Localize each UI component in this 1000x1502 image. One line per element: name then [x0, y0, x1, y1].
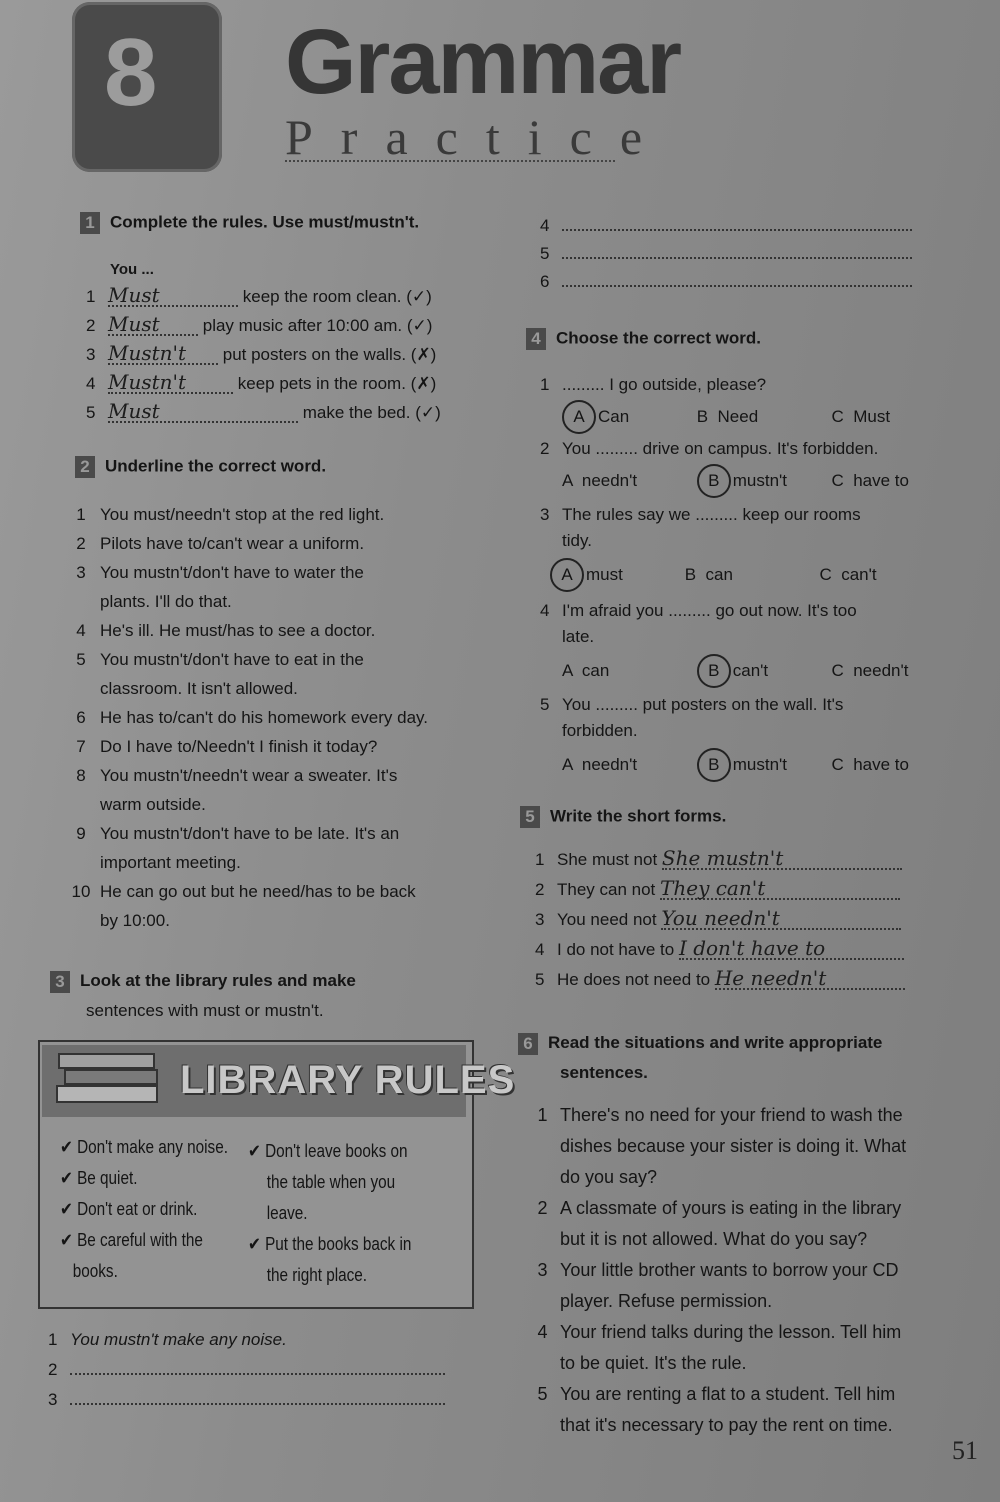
- list-item: do you say?: [560, 1167, 658, 1187]
- list-item: to be quiet. It's the rule.: [560, 1353, 747, 1373]
- exercise-2-list: [62, 500, 428, 935]
- ex5-item: 2 They can not They can't: [535, 878, 900, 900]
- list-item: but it is not allowed. What do you say?: [560, 1229, 868, 1249]
- library-rules-right: ✔ Don't leave books on the table when you leave. ✔ Put the books back in the right place.: [248, 1141, 412, 1285]
- list-item: plants. I'll do that.: [100, 592, 232, 611]
- list-item: 6 He has to/can't do his homework every day.: [76, 708, 428, 727]
- ex1-item: 5 Must make the bed. (✓): [86, 399, 441, 423]
- list-item: 10 He can go out but he need/has to be back: [71, 882, 416, 901]
- list-item: that it's necessary to pay the rent on time.: [560, 1415, 893, 1435]
- answer-field[interactable]: [70, 1403, 445, 1405]
- circled-answer[interactable]: B: [697, 464, 731, 498]
- circled-answer[interactable]: B: [697, 654, 731, 688]
- exercise-1-heading: 1 Complete the rules. Use must/mustn't.: [80, 212, 419, 234]
- list-item: classroom. It isn't allowed.: [100, 679, 298, 698]
- page-title: Grammar: [285, 11, 681, 113]
- ex5-item: 4 I do not have to I don't have to: [535, 938, 904, 960]
- ex3-answer: 2: [48, 1360, 445, 1380]
- handwritten-answer[interactable]: She mustn't: [662, 848, 902, 870]
- exercise-6-list: [525, 1100, 906, 1441]
- circled-answer[interactable]: B: [697, 748, 731, 782]
- list-item: 1 You must/needn't stop at the red light.: [76, 505, 385, 524]
- list-item: 5 You are renting a flat to a student. Tell him: [537, 1384, 896, 1404]
- ex3-answer: 6: [540, 272, 912, 292]
- list-item: important meeting.: [100, 853, 241, 872]
- ex3-answer: 5: [540, 244, 912, 264]
- page-subtitle: Practice: [285, 109, 671, 165]
- exercise-number: 1: [80, 212, 100, 234]
- ex5-item: 1 She must not She mustn't: [535, 848, 902, 870]
- handwritten-answer[interactable]: I don't have to: [679, 938, 904, 960]
- exercise-5-heading: 5 Write the short forms.: [520, 806, 726, 828]
- handwritten-answer[interactable]: Mustn't: [108, 343, 218, 365]
- library-rules-title: LIBRARY RULES: [180, 1058, 516, 1102]
- answer-field[interactable]: [70, 1373, 445, 1375]
- ex4-question: 5 You ......... put posters on the wall. It's forbidden. A needn't B mustn't C have to: [540, 692, 961, 782]
- exercise-1-intro: You ...: [110, 261, 154, 278]
- ex3-answer: 4: [540, 216, 912, 236]
- answer-field[interactable]: [562, 285, 912, 287]
- handwritten-answer[interactable]: You needn't: [661, 908, 901, 930]
- library-rules-left: ✔ Don't make any noise. ✔ Be quiet. ✔ Don't eat or drink. ✔ Be careful with the books.: [60, 1137, 228, 1281]
- ex4-question: 1 ......... I go outside, please? A Can B Need C Must: [540, 372, 961, 434]
- exercise-6-heading: 6 Read the situations and write appropriate sentences.: [518, 1028, 882, 1088]
- exercise-number: 5: [520, 806, 540, 828]
- circled-answer[interactable]: A: [562, 400, 596, 434]
- title-divider: [285, 160, 615, 162]
- ex1-item: 3 Mustn't put posters on the walls. (✗): [86, 341, 437, 365]
- ex4-question: 2 You ......... drive on campus. It's forbidden. A needn't B mustn't C have to: [540, 436, 961, 498]
- list-item: by 10:00.: [100, 911, 170, 930]
- handwritten-answer[interactable]: He needn't: [715, 968, 905, 990]
- ex3-answer: 1 You mustn't make any noise.: [48, 1330, 287, 1349]
- ex1-item: 2 Must play music after 10:00 am. (✓): [86, 312, 433, 336]
- exercise-number: 2: [75, 456, 95, 478]
- list-item: 3 Your little brother wants to borrow your CD: [537, 1260, 899, 1280]
- exercise-4-heading: 4 Choose the correct word.: [526, 328, 761, 350]
- list-item: 4 He's ill. He must/has to see a doctor.: [76, 621, 376, 640]
- exercise-3-heading: 3 Look at the library rules and make sentences with must or mustn't.: [50, 966, 356, 1026]
- list-item: warm outside.: [100, 795, 206, 814]
- list-item: dishes because your sister is doing it. What: [560, 1136, 907, 1156]
- exercise-number: 4: [526, 328, 546, 350]
- handwritten-answer[interactable]: Must: [108, 314, 198, 336]
- exercise-2-heading: 2 Underline the correct word.: [75, 456, 326, 478]
- ex4-question: 3 The rules say we ......... keep our rooms tidy. A must B can C can't: [540, 502, 949, 592]
- exercise-number: 6: [518, 1033, 538, 1055]
- ex4-question: 4 I'm afraid you ......... go out now. It's too late. A can B can't C needn't: [540, 598, 961, 688]
- handwritten-answer[interactable]: They can't: [660, 878, 900, 900]
- answer-field[interactable]: [562, 257, 912, 259]
- circled-answer[interactable]: A: [550, 558, 584, 592]
- list-item: 2 A classmate of yours is eating in the library: [537, 1198, 902, 1218]
- list-item: 4 Your friend talks during the lesson. Tell him: [537, 1322, 902, 1342]
- list-item: 2 Pilots have to/can't wear a uniform.: [76, 534, 365, 553]
- handwritten-answer[interactable]: Must: [108, 401, 298, 423]
- handwritten-answer[interactable]: Mustn't: [108, 372, 233, 394]
- books-icon: [55, 1050, 165, 1108]
- ex5-item: 3 You need not You needn't: [535, 908, 901, 930]
- handwritten-answer[interactable]: Must: [108, 285, 238, 307]
- ex3-answer: 3: [48, 1390, 445, 1410]
- ex1-item: 4 Mustn't keep pets in the room. (✗): [86, 370, 437, 394]
- unit-number: 8: [104, 19, 158, 126]
- list-item: 8 You mustn't/needn't wear a sweater. It's: [76, 766, 398, 785]
- list-item: player. Refuse permission.: [560, 1291, 773, 1311]
- answer-field[interactable]: [562, 229, 912, 231]
- ex5-item: 5 He does not need to He needn't: [535, 968, 905, 990]
- list-item: 1 There's no need for your friend to wash the: [537, 1105, 903, 1125]
- list-item: 9 You mustn't/don't have to be late. It's an: [76, 824, 400, 843]
- list-item: 5 You mustn't/don't have to eat in the: [76, 650, 364, 669]
- list-item: 7 Do I have to/Needn't I finish it today?: [76, 737, 378, 756]
- list-item: 3 You mustn't/don't have to water the: [76, 563, 364, 582]
- exercise-number: 3: [50, 971, 70, 993]
- page-number: 51: [952, 1436, 978, 1465]
- ex1-item: 1 Must keep the room clean. (✓): [86, 283, 432, 307]
